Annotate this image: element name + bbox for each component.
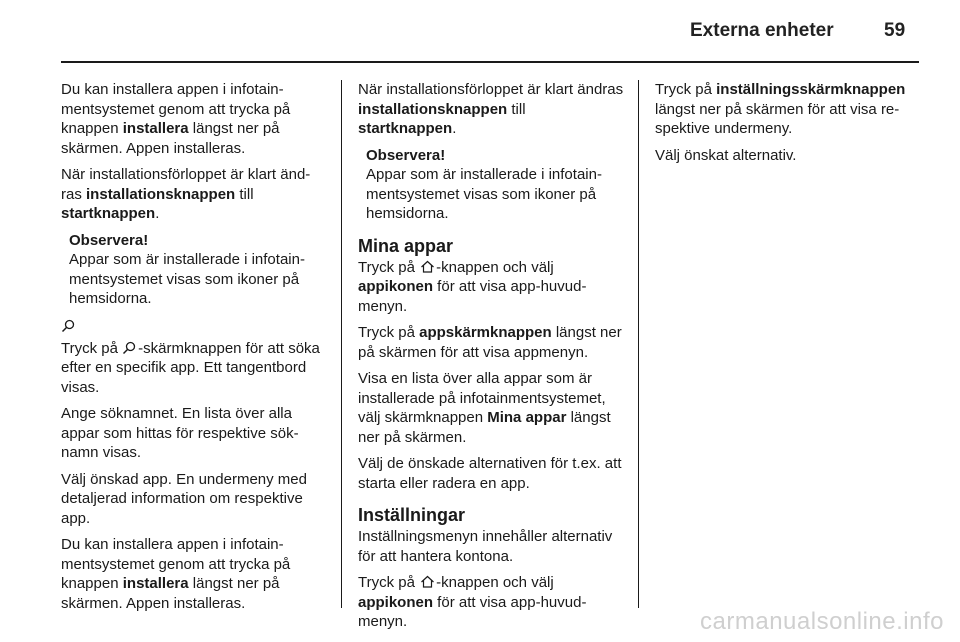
- term-startknappen: startknappen: [61, 205, 156, 222]
- term-mina-appar: Mina appar: [487, 409, 567, 426]
- paragraph-settings-menu: Inställningsmenyn innehåller alternativ för att hantera kontona.: [358, 528, 613, 565]
- watermark: carmanualsonline.info: [700, 608, 944, 635]
- column-divider-2: [638, 80, 639, 608]
- note-body: Appar som är installerade i infotainmentsystemet visas som ikoner på hemsidorna.: [69, 251, 305, 307]
- paragraph-select-app: Välj önskad app. En undermeny med detaljerad information om respektive app.: [61, 470, 307, 527]
- term-installera: installera: [122, 575, 189, 592]
- note-title: Observera!: [366, 146, 446, 164]
- paragraph-list-apps: Visa en lista över alla appar som är installerade på infotainmentsystemet, välj skärmknappen Mina appar längst ner på skärmen.: [358, 370, 611, 446]
- header-rule: [61, 61, 919, 63]
- paragraph-search-name: Ange söknamnet. En lista över alla appar som hittas för respektive söknamn visas.: [61, 405, 299, 461]
- paragraph-select-options: Välj de önskade alternativen för t.ex. att starta eller radera en app.: [358, 455, 622, 492]
- note-box: [61, 231, 323, 309]
- note-title: Observera!: [69, 231, 149, 249]
- home-icon: [420, 575, 435, 588]
- search-icon: [61, 319, 75, 333]
- note-box: [358, 146, 626, 224]
- paragraph-settings-screen: Tryck på inställningsskärmknappen längst ner på skärmen för att visa respektive undermeny.: [655, 81, 906, 137]
- paragraph-install-repeat: Du kan installera appen i infotainmentsystemet genom att trycka på knappen installera längst ner på skärmen. Appen installeras.: [61, 536, 291, 612]
- paragraph-install-complete: När installationsförloppet är klart ändras installationsknappen till startknappen.: [61, 166, 311, 222]
- term-installationsknappen: installationsknappen: [358, 100, 508, 118]
- paragraph-home-apps: Tryck på -knappen och välj appikonen för att visa app-huvudmenyn.: [358, 258, 587, 315]
- term-installera: installera: [122, 120, 189, 137]
- note-body: Appar som är installerade i infotainmentsystemet visas som ikoner på hemsidorna.: [366, 166, 602, 222]
- term-appikonen: appikonen: [358, 593, 434, 611]
- search-symbol-heading: [61, 317, 323, 333]
- column-1: [61, 80, 323, 620]
- term-appskarmknappen: appskärmknappen: [419, 324, 552, 341]
- search-icon: [122, 341, 136, 355]
- term-startknappen: startknappen: [358, 120, 453, 137]
- paragraph-home-settings: Tryck på -knappen och välj appikonen för att visa app-huvudmenyn.: [358, 574, 587, 630]
- paragraph-search: Tryck på -skärmknappen för att söka efter en specifik app. Ett tangentbord visas.: [61, 339, 320, 396]
- heading-installningar: Inställningar: [358, 505, 466, 525]
- column-3: [655, 80, 917, 172]
- paragraph-install-complete: När installationsförloppet är klart ändras installationsknappen till startknappen.: [358, 81, 624, 137]
- column-divider-1: [341, 80, 342, 608]
- paragraph-select-option: Välj önskat alternativ.: [655, 146, 797, 164]
- page-header-title: Externa enheter: [690, 20, 834, 41]
- column-2: [358, 80, 626, 639]
- page-number: 59: [884, 20, 906, 41]
- heading-mina-appar: Mina appar: [358, 235, 454, 256]
- term-installationsknappen: installationsknappen: [86, 185, 236, 203]
- term-installningsskarmknappen: inställningsskärmknappen: [716, 81, 906, 98]
- home-icon: [420, 260, 435, 273]
- paragraph-install: Du kan installera appen i infotainmentsystemet genom att trycka på knappen installera längst ner på skärmen. Appen installeras.: [61, 81, 291, 157]
- paragraph-app-screen: Tryck på appskärmknappen längst ner på skärmen för att visa appmenyn.: [358, 324, 622, 361]
- term-appikonen: appikonen: [358, 278, 434, 295]
